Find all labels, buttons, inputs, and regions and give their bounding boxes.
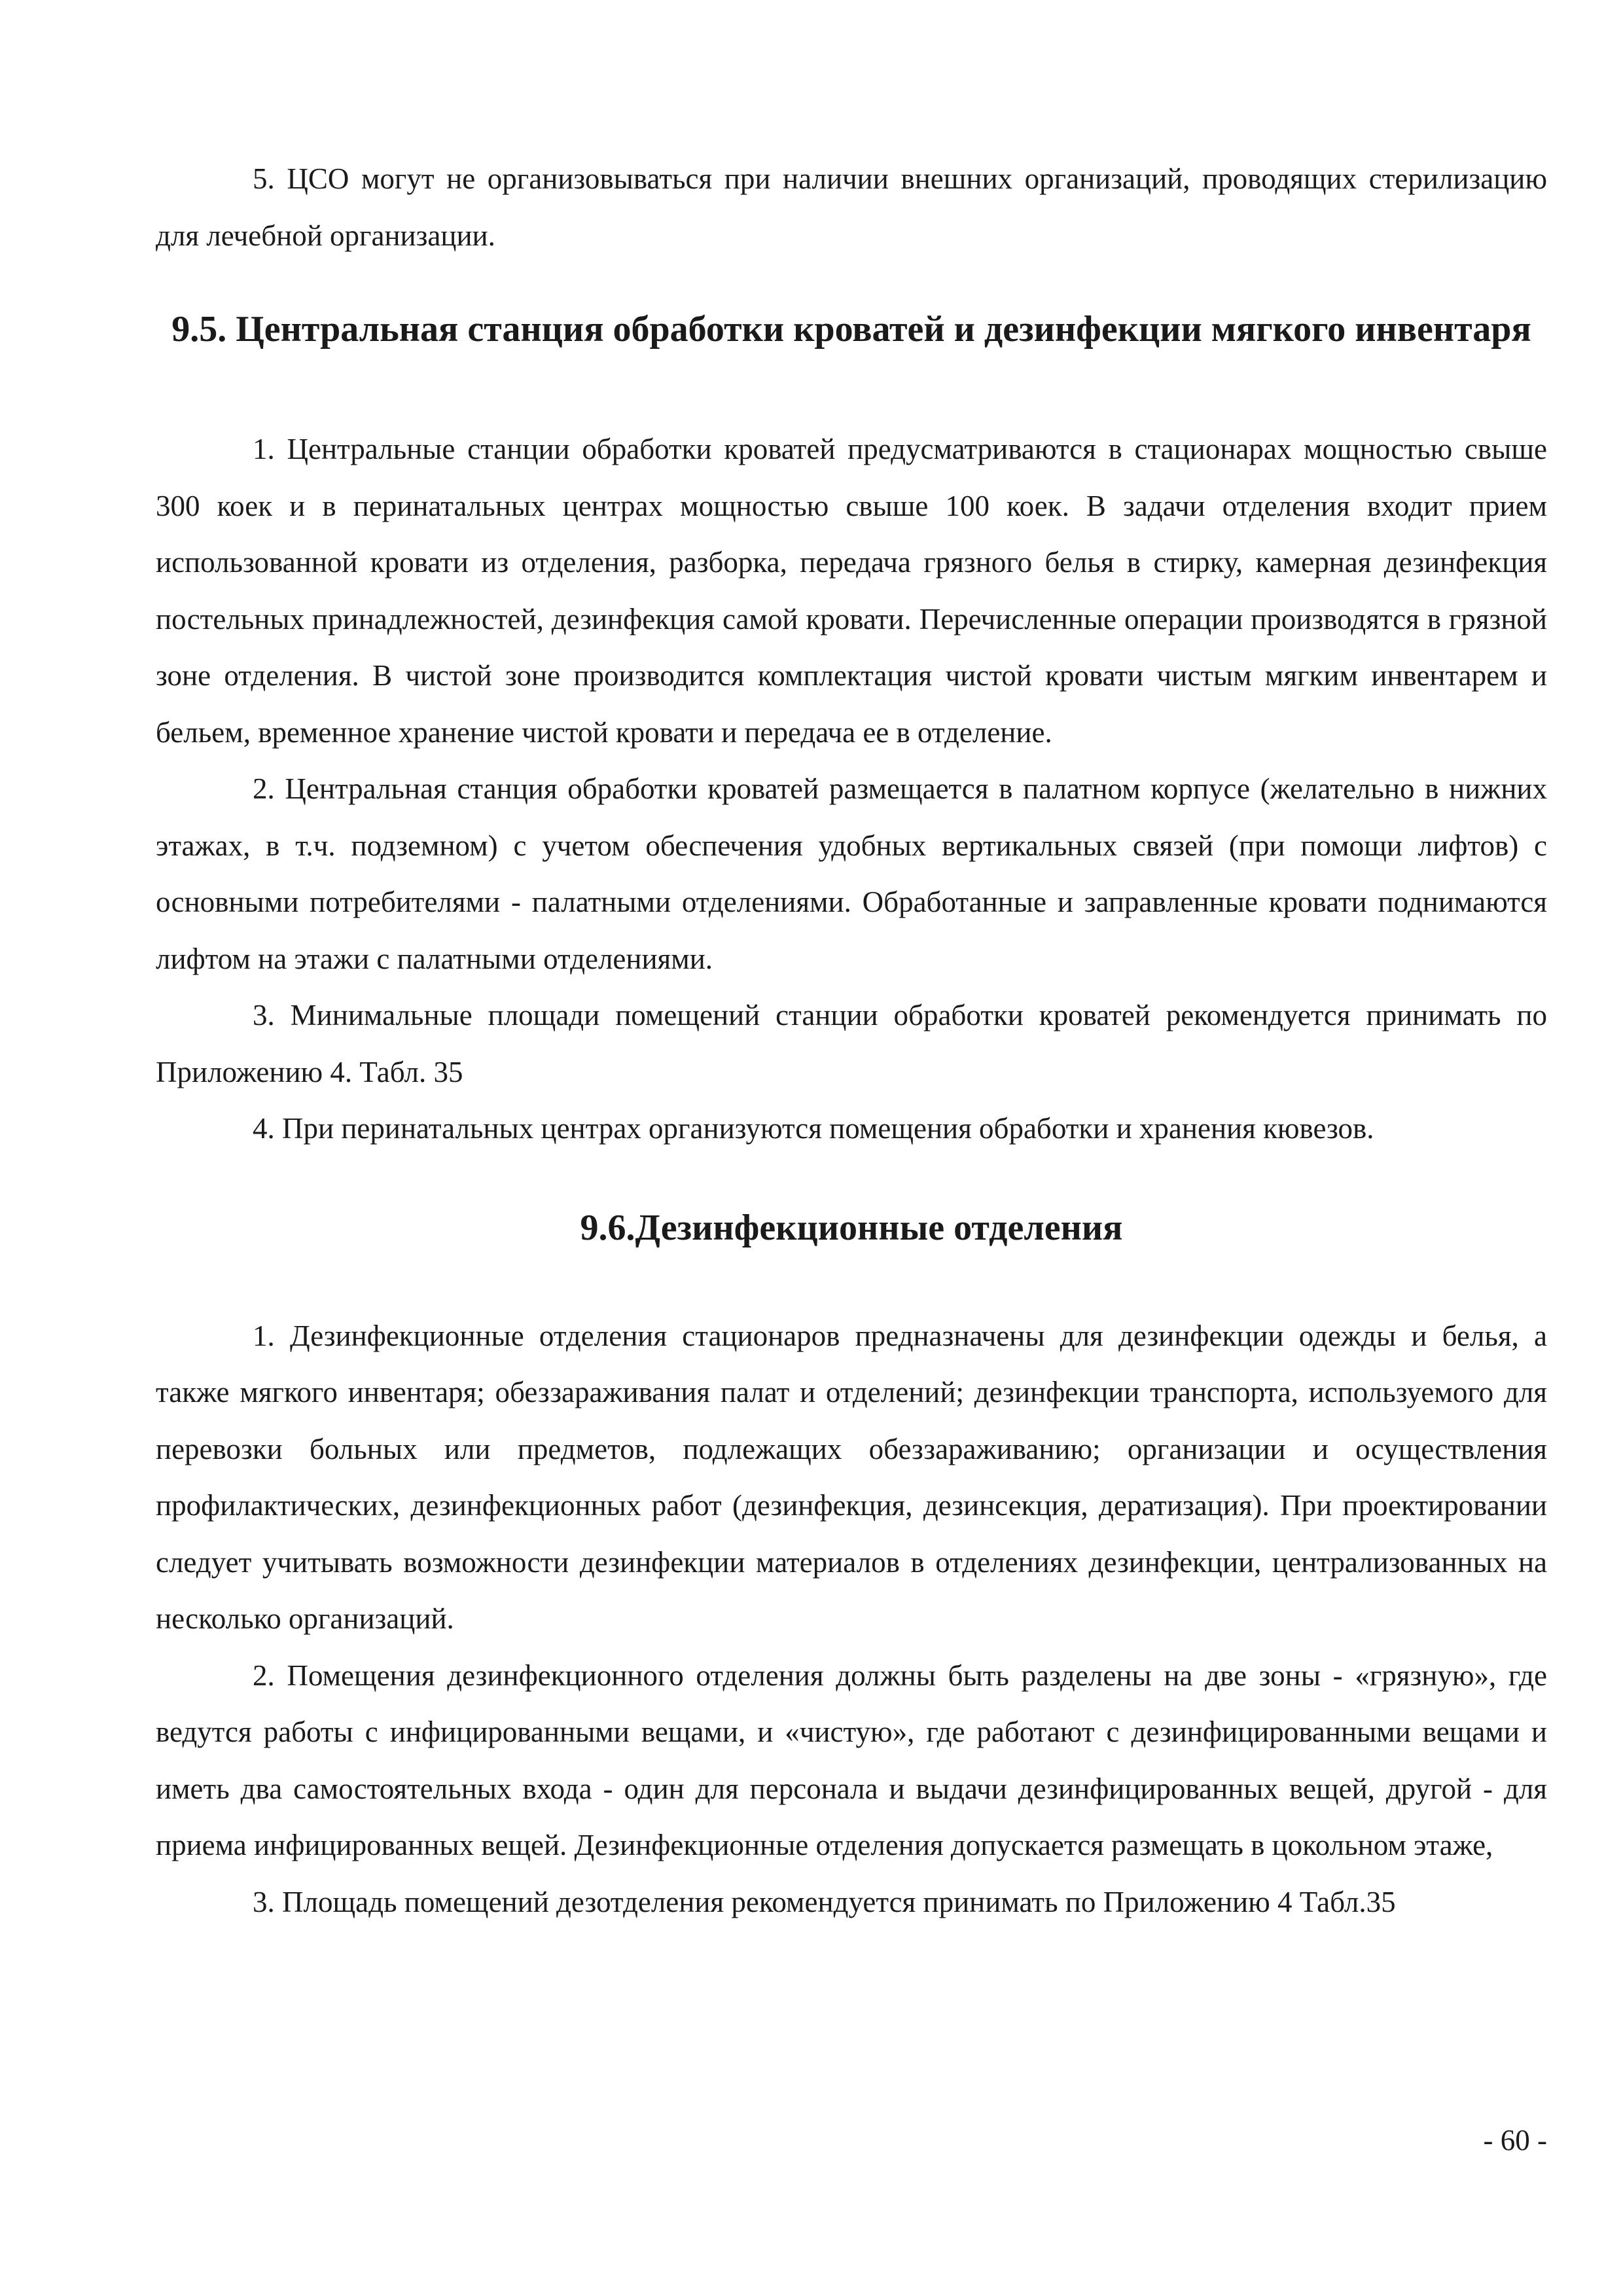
intro-paragraph: 5. ЦСО могут не организовываться при наличии внешних организаций, проводящих стерилизацию для лечебной организации. — [156, 162, 1547, 252]
document-page — [156, 151, 1547, 1930]
section-heading-9-5: 9.5. Центральная станция обработки кроватей и дезинфекции мягкого инвентаря — [171, 309, 1531, 350]
paragraph-9-5-1: 1. Центральные станции обработки кроватей предусматриваются в стационарах мощностью свыше 300 коек и в перинатальных центрах мощностью свыше 100 коек. В задачи отделения входит прием использованной кровати из отделения, разборка, передача грязного белья в стирку, камерная дезинфекция постельных принадлежностей, дезинфекция самой кровати. Перечисленные операции производятся в грязной зоне отделения. В чистой зоне производится комплектация чистой кровати чистым мягким инвентарем и бельем, временное хранение чистой кровати и передача ее в отделение. — [156, 433, 1547, 749]
paragraph-9-5-2: 2. Центральная станция обработки кроватей размещается в палатном корпусе (желательно в нижних этажах, в т.ч. подземном) с учетом обеспечения удобных вертикальных связей (при помощи лифтов) с основными потребителями - палатными отделениями. Обработанные и заправленные кровати поднимаются лифтом на этажи с палатными отделениями. — [156, 772, 1547, 975]
paragraph-9-6-3: 3. Площадь помещений дезотделения рекомендуется принимать по Приложению 4 Табл.35 — [253, 1885, 1396, 1918]
page-number: - 60 - — [1483, 2124, 1547, 2157]
paragraph-9-5-3: 3. Минимальные площади помещений станции обработки кроватей рекомендуется принимать по Приложению 4. Табл. 35 — [156, 999, 1547, 1088]
paragraph-9-6-2: 2. Помещения дезинфекционного отделения должны быть разделены на две зоны - «грязную», где ведутся работы с инфицированными вещами, и «чистую», где работают с дезинфицированными вещами и иметь два самостоятельных входа - один для персонала и выдачи дезинфицированных вещей, другой - для приема инфицированных вещей. Дезинфекционные отделения допускается размещать в цокольном этаже, — [156, 1659, 1547, 1861]
paragraph-9-5-4: 4. При перинатальных центрах организуются помещения обработки и хранения кювезов. — [253, 1112, 1374, 1145]
paragraph-9-6-1: 1. Дезинфекционные отделения стационаров предназначены для дезинфекции одежды и белья, а также мягкого инвентаря; обеззараживания палат и отделений; дезинфекции транспорта, используемого для перевозки больных или предметов, подлежащих обеззараживанию; организации и осуществления профилактических, дезинфекционных работ (дезинфекция, дезинсекция, дератизация). При проектировании следует учитывать возможности дезинфекции материалов в отделениях дезинфекции, централизованных на несколько организаций. — [156, 1319, 1547, 1635]
section-heading-9-6: 9.6.Дезинфекционные отделения — [580, 1207, 1123, 1248]
